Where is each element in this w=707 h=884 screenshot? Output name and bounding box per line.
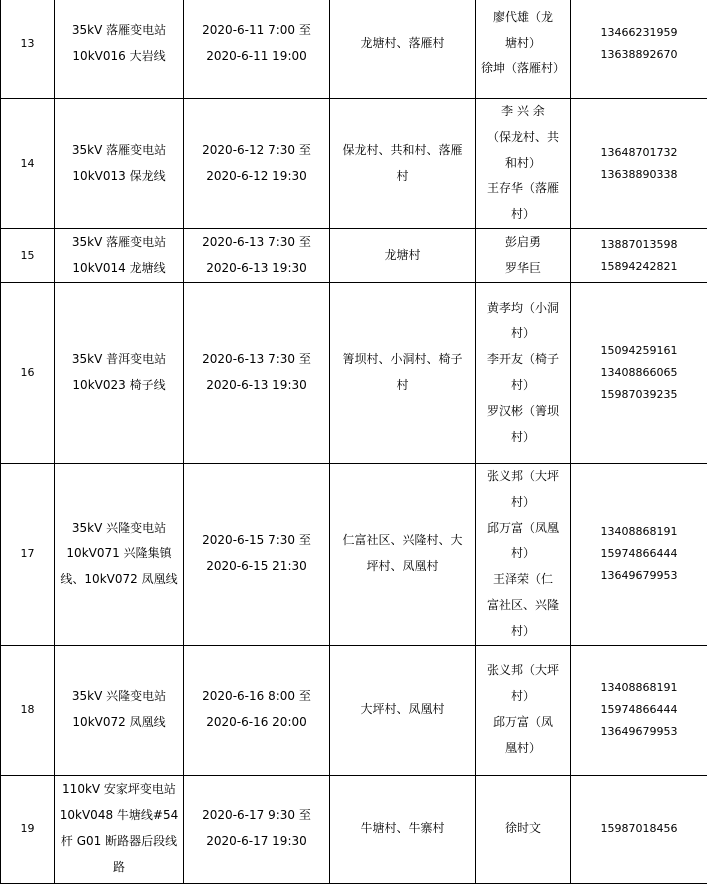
- row-number-cell: 13: [1, 0, 55, 99]
- contact-phone-line: 13466231959: [575, 22, 703, 44]
- outage-time-line: 2020-6-12 19:30: [188, 164, 325, 190]
- table-row: [1, 775, 707, 883]
- contact-person-cell: [476, 0, 571, 99]
- contact-person-line: 村）: [480, 373, 566, 399]
- contact-phone-line: 13649679953: [575, 721, 703, 743]
- contact-phone-cell: [571, 464, 707, 646]
- outage-time-line: 2020-6-13 19:30: [188, 256, 325, 282]
- row-number-cell: 14: [1, 99, 55, 229]
- line-name-cell: [55, 283, 184, 464]
- line-name-line: 10kV013 保龙线: [59, 164, 179, 190]
- contact-person-cell: [476, 99, 571, 229]
- contact-person-line: 村）: [480, 619, 566, 645]
- affected-area-cell: [330, 0, 476, 99]
- table-row: [1, 283, 707, 464]
- contact-phone-line: 13649679953: [575, 565, 703, 587]
- contact-phone-line: 13638890338: [575, 164, 703, 186]
- contact-person-line: 王泽荣（仁: [480, 567, 566, 593]
- contact-person-line: 张义邦（大坪: [480, 658, 566, 684]
- contact-person-line: 罗汉彬（箐坝: [480, 399, 566, 425]
- affected-area-line: 牛塘村、牛寨村: [334, 816, 471, 842]
- outage-time-line: 2020-6-11 7:00 至: [188, 18, 325, 44]
- affected-area-cell: [330, 229, 476, 283]
- outage-time-cell: [184, 229, 330, 283]
- contact-person-cell: [476, 645, 571, 775]
- outage-time-line: 2020-6-15 21:30: [188, 554, 325, 580]
- contact-phone-line: 13638892670: [575, 44, 703, 66]
- contact-phone-cell: [571, 99, 707, 229]
- contact-person-cell: [476, 464, 571, 646]
- row-number-cell: 19: [1, 775, 55, 883]
- row-number-cell: 16: [1, 283, 55, 464]
- contact-person-line: 邱万富（凤: [480, 710, 566, 736]
- contact-person-line: 村）: [480, 684, 566, 710]
- line-name-cell: [55, 229, 184, 283]
- outage-time-line: 2020-6-13 7:30 至: [188, 230, 325, 256]
- line-name-line: 线、10kV072 凤凰线: [59, 567, 179, 593]
- contact-person-line: 王存华（落雁: [480, 176, 566, 202]
- contact-person-line: 李 兴 余: [480, 99, 566, 125]
- contact-person-line: 徐时文: [480, 816, 566, 842]
- contact-phone-line: 13408868191: [575, 521, 703, 543]
- contact-person-line: 张义邦（大坪: [480, 464, 566, 490]
- table-row: [1, 0, 707, 99]
- contact-phone-cell: [571, 775, 707, 883]
- contact-phone-line: 15094259161: [575, 340, 703, 362]
- table-body: [1, 0, 707, 883]
- affected-area-cell: [330, 645, 476, 775]
- outage-time-line: 2020-6-16 20:00: [188, 710, 325, 736]
- contact-person-line: 罗华巨: [480, 256, 566, 282]
- contact-person-line: （保龙村、共: [480, 125, 566, 151]
- line-name-line: 110kV 安家坪变电站: [59, 777, 179, 803]
- contact-person-line: 富社区、兴隆: [480, 593, 566, 619]
- contact-phone-cell: [571, 229, 707, 283]
- contact-phone-line: 15987018456: [575, 818, 703, 840]
- affected-area-line: 保龙村、共和村、落雁: [334, 138, 471, 164]
- line-name-line: 35kV 兴隆变电站: [59, 516, 179, 542]
- affected-area-line: 大坪村、凤凰村: [334, 697, 471, 723]
- affected-area-line: 箐坝村、小洞村、椅子: [334, 347, 471, 373]
- outage-time-cell: [184, 99, 330, 229]
- contact-person-cell: [476, 775, 571, 883]
- outage-time-cell: [184, 283, 330, 464]
- table-row: [1, 99, 707, 229]
- contact-person-line: 塘村）: [480, 31, 566, 57]
- line-name-cell: [55, 0, 184, 99]
- table-row: [1, 464, 707, 646]
- affected-area-cell: [330, 99, 476, 229]
- row-number-cell: 15: [1, 229, 55, 283]
- outage-time-line: 2020-6-15 7:30 至: [188, 528, 325, 554]
- line-name-cell: [55, 645, 184, 775]
- affected-area-line: 村: [334, 373, 471, 399]
- line-name-line: 10kV016 大岩线: [59, 44, 179, 70]
- outage-time-cell: [184, 0, 330, 99]
- outage-time-cell: [184, 775, 330, 883]
- line-name-line: 35kV 落雁变电站: [59, 18, 179, 44]
- affected-area-cell: [330, 464, 476, 646]
- contact-phone-cell: [571, 0, 707, 99]
- contact-phone-line: 15894242821: [575, 256, 703, 278]
- contact-person-line: 凰村）: [480, 736, 566, 762]
- line-name-line: 35kV 兴隆变电站: [59, 684, 179, 710]
- outage-time-cell: [184, 464, 330, 646]
- outage-time-line: 2020-6-12 7:30 至: [188, 138, 325, 164]
- affected-area-line: 仁富社区、兴隆村、大: [334, 528, 471, 554]
- line-name-line: 杆 G01 断路器后段线: [59, 829, 179, 855]
- line-name-line: 路: [59, 855, 179, 881]
- line-name-line: 10kV014 龙塘线: [59, 256, 179, 282]
- table-row: [1, 229, 707, 283]
- contact-person-line: 黄孝均（小洞: [480, 296, 566, 322]
- contact-phone-line: 13408866065: [575, 362, 703, 384]
- contact-phone-cell: [571, 645, 707, 775]
- contact-phone-line: 15974866444: [575, 543, 703, 565]
- contact-person-line: 村）: [480, 541, 566, 567]
- affected-area-line: 龙塘村、落雁村: [334, 31, 471, 57]
- contact-person-line: 邱万富（凤凰: [480, 516, 566, 542]
- line-name-cell: [55, 775, 184, 883]
- contact-phone-line: 15987039235: [575, 384, 703, 406]
- contact-phone-line: 13887013598: [575, 234, 703, 256]
- contact-phone-line: 13648701732: [575, 142, 703, 164]
- contact-person-line: 廖代雄（龙: [480, 5, 566, 31]
- affected-area-line: 坪村、凤凰村: [334, 554, 471, 580]
- line-name-cell: [55, 99, 184, 229]
- contact-person-line: 彭启勇: [480, 230, 566, 256]
- outage-time-line: 2020-6-17 19:30: [188, 829, 325, 855]
- line-name-line: 10kV072 凤凰线: [59, 710, 179, 736]
- outage-time-cell: [184, 645, 330, 775]
- affected-area-line: 村: [334, 164, 471, 190]
- outage-time-line: 2020-6-13 19:30: [188, 373, 325, 399]
- contact-person-cell: [476, 229, 571, 283]
- contact-person-line: 李开友（椅子: [480, 347, 566, 373]
- contact-phone-line: 15974866444: [575, 699, 703, 721]
- contact-person-line: 和村）: [480, 151, 566, 177]
- contact-person-line: 村）: [480, 202, 566, 228]
- line-name-line: 35kV 普洱变电站: [59, 347, 179, 373]
- contact-phone-line: 13408868191: [575, 677, 703, 699]
- row-number-cell: 18: [1, 645, 55, 775]
- outage-time-line: 2020-6-16 8:00 至: [188, 684, 325, 710]
- table-row: [1, 645, 707, 775]
- contact-phone-cell: [571, 283, 707, 464]
- outage-time-line: 2020-6-11 19:00: [188, 44, 325, 70]
- line-name-line: 10kV048 牛塘线#54: [59, 803, 179, 829]
- outage-time-line: 2020-6-13 7:30 至: [188, 347, 325, 373]
- contact-person-line: 徐坤（落雁村）: [480, 56, 566, 82]
- line-name-line: 10kV023 椅子线: [59, 373, 179, 399]
- affected-area-cell: [330, 775, 476, 883]
- affected-area-cell: [330, 283, 476, 464]
- contact-person-line: 村）: [480, 425, 566, 451]
- contact-person-line: 村）: [480, 490, 566, 516]
- affected-area-line: 龙塘村: [334, 243, 471, 269]
- line-name-cell: [55, 464, 184, 646]
- outage-time-line: 2020-6-17 9:30 至: [188, 803, 325, 829]
- line-name-line: 35kV 落雁变电站: [59, 230, 179, 256]
- contact-person-cell: [476, 283, 571, 464]
- contact-person-line: 村）: [480, 321, 566, 347]
- row-number-cell: 17: [1, 464, 55, 646]
- line-name-line: 10kV071 兴隆集镇: [59, 541, 179, 567]
- line-name-line: 35kV 落雁变电站: [59, 138, 179, 164]
